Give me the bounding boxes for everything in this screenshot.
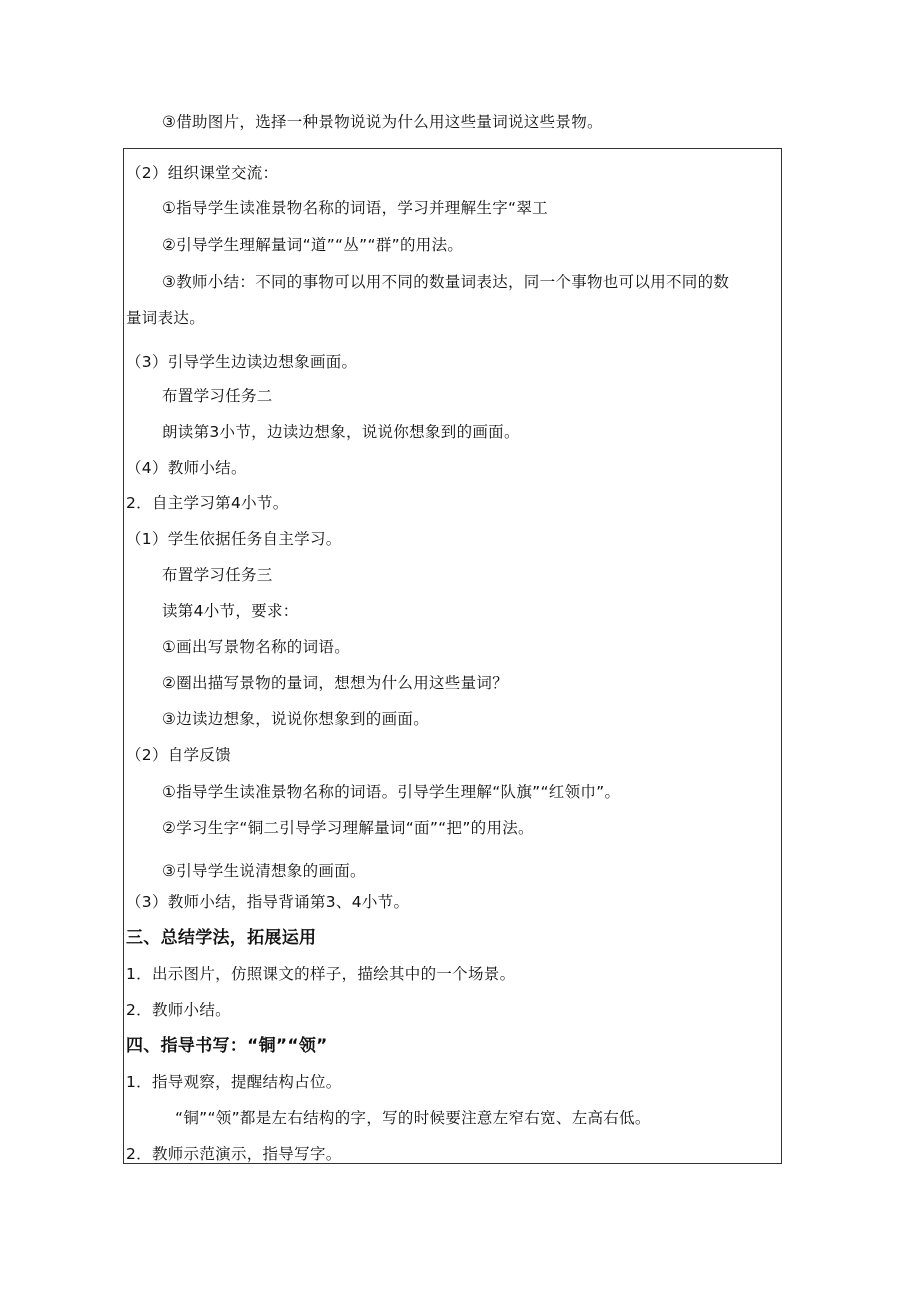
text-line: 2．教师小结。 bbox=[126, 1001, 231, 1019]
text-line: （2）自学反馈 bbox=[126, 746, 231, 764]
text-line: （3）引导学生边读边想象画面。 bbox=[126, 353, 358, 371]
text-line: ①画出写景物名称的词语。 bbox=[162, 638, 350, 656]
text-line: ①指导学生读准景物名称的词语，学习并理解生字“翠工 bbox=[162, 199, 548, 217]
text-line: ③引导学生说清想象的画面。 bbox=[162, 862, 366, 880]
text-line: （3）教师小结，指导背诵第3、4小节。 bbox=[126, 893, 410, 911]
text-line: ③教师小结：不同的事物可以用不同的数量词表达，同一个事物也可以用不同的数 bbox=[162, 273, 730, 291]
text-line: 布置学习任务三 bbox=[162, 566, 273, 584]
text-line: 1．指导观察，提醒结构占位。 bbox=[126, 1073, 342, 1091]
text-line: ③边读边想象，说说你想象到的画面。 bbox=[162, 710, 429, 728]
text-line: 量词表达。 bbox=[126, 309, 206, 327]
text-line: 2．自主学习第4小节。 bbox=[126, 494, 289, 512]
text-line: 读第4小节，要求： bbox=[162, 602, 299, 620]
text-line: （1）学生依据任务自主学习。 bbox=[126, 530, 342, 548]
intro-text: ③借助图片，选择一种景物说说为什么用这些量词说这些景物。 bbox=[162, 113, 603, 131]
section-heading: 三、总结学法，拓展运用 bbox=[126, 928, 317, 948]
text-line: 朗读第3小节，边读边想象，说说你想象到的画面。 bbox=[162, 423, 520, 441]
text-line: 1．出示图片，仿照课文的样子，描绘其中的一个场景。 bbox=[126, 965, 516, 983]
text-line: 2．教师示范演示，指导写字。 bbox=[126, 1145, 342, 1163]
text-line: （2）组织课堂交流： bbox=[126, 164, 279, 182]
text-line: ①指导学生读准景物名称的词语。引导学生理解“队旗”“红领巾”。 bbox=[162, 783, 621, 801]
text-line: ②引导学生理解量词“道”“丛”“群”的用法。 bbox=[162, 236, 464, 254]
text-line: （4）教师小结。 bbox=[126, 459, 247, 477]
text-line: “铜”“领”都是左右结构的字，写的时候要注意左窄右宽、左高右低。 bbox=[175, 1109, 651, 1127]
text-line: 布置学习任务二 bbox=[162, 387, 273, 405]
section-heading: 四、指导书写：“铜”“领” bbox=[126, 1036, 328, 1056]
text-line: ②学习生字“铜二引导学习理解量词“面”“把”的用法。 bbox=[162, 819, 534, 837]
text-line: ②圈出描写景物的量词，想想为什么用这些量词？ bbox=[162, 674, 508, 692]
